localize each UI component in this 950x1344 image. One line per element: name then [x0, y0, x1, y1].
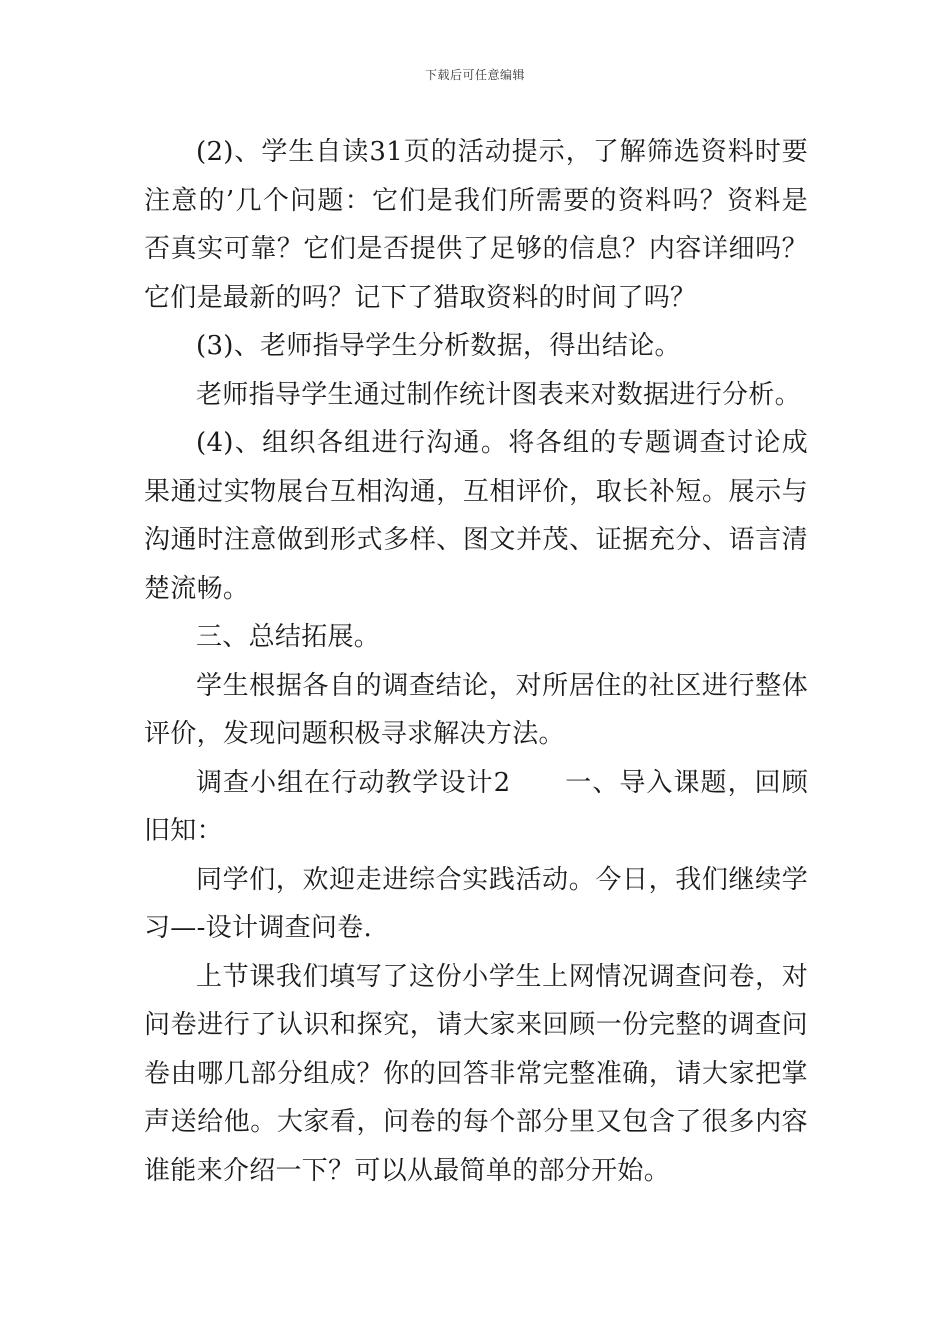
paragraph-step-4-communication: (4)、组织各组进行沟通。将各组的专题调查讨论成果通过实物展台互相沟通，互相评价，取长补短。展示与沟通时注意做到形式多样、图文并茂、证据充分、语言清楚流畅。: [144, 428, 808, 604]
paragraph-step-2-reading: (2)、学生自读31页的活动提示，了解筛选资料时要注意的’几个问题：它们是我们所需要的资料吗？资料是否真实可靠？它们是否提供了足够的信息？内容详细吗？它们是最新的吗？记下了猎取资料的时间了吗？: [144, 137, 808, 313]
paragraph-review-questionnaire: 上节课我们填写了这份小学生上网情况调查问卷，对问卷进行了认识和探究，请大家来回顾一份完整的调查问卷由哪几部分组成？你的回答非常完整准确，请大家把掌声送给他。大家看，问卷的每个部分里又包含了很多内容谁能来介绍一下？可以从最简单的部分开始。: [144, 961, 808, 1186]
paragraph-evaluation: 学生根据各自的调查结论，对所居住的社区进行整体评价，发现问题积极寻求解决方法。: [144, 670, 808, 749]
paragraph-design-2-intro: 调查小组在行动教学设计2 一、导入课题，回顾旧知：: [144, 767, 808, 846]
paragraph-step-3-analysis: (3)、老师指导学生分析数据，得出结论。: [196, 331, 681, 361]
page-header-note: 下载后可任意编辑: [424, 68, 525, 82]
paragraph-welcome: 同学们，欢迎走进综合实践活动。今日，我们继续学习—-设计调查问卷.: [144, 864, 808, 943]
document-body: [144, 128, 808, 1195]
paragraph-charts: 老师指导学生通过制作统计图表来对数据进行分析。: [196, 379, 801, 410]
paragraph-section-three-heading: 三、总结拓展。: [196, 622, 381, 652]
